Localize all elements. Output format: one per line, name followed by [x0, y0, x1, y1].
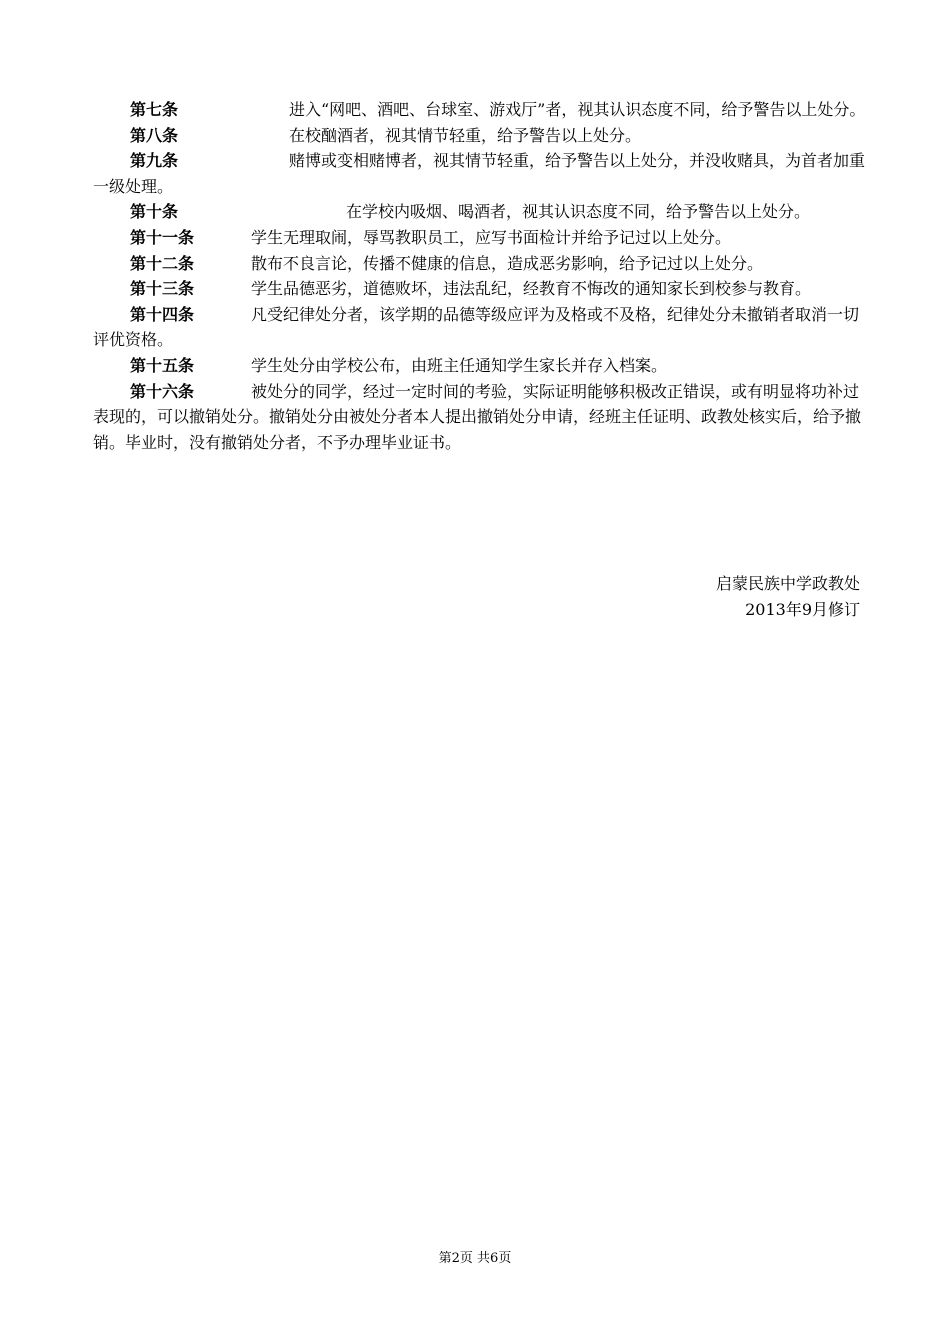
- page-number: 第2页 共6页: [438, 1251, 512, 1266]
- article-12: [93, 251, 871, 277]
- article-label: 第十三条: [130, 279, 195, 299]
- article-16: [93, 379, 871, 456]
- article-8: [93, 123, 871, 149]
- article-11: [93, 225, 871, 251]
- article-text: 在校酗酒者，视其情节轻重，给予警告以上处分。: [289, 125, 642, 145]
- article-label: 第十五条: [130, 355, 195, 375]
- article-text: 凡受纪律处分者，该学期的品德等级应评为及格或不及格，纪律处分未撤销者取消一切评优资格。: [93, 304, 860, 350]
- article-label: 第十四条: [130, 304, 195, 324]
- article-text: 进入“网吧、酒吧、台球室、游戏厅”者，视其认识态度不同，给予警告以上处分。: [289, 100, 866, 119]
- article-label: 第十条: [130, 202, 179, 222]
- article-13: [93, 276, 871, 302]
- articles-list: [93, 97, 871, 455]
- article-text: 赌博或变相赌博者，视其情节轻重，给予警告以上处分，并没收赌具，为首者加重一级处理。: [93, 151, 866, 196]
- article-label: 第七条: [130, 100, 179, 119]
- article-label: 第十六条: [130, 381, 195, 401]
- article-7: [93, 97, 871, 123]
- signature-date: 2013年9月修订: [745, 599, 860, 619]
- article-text: 学生无理取闹，辱骂教职员工，应写书面检计并给予记过以上处分。: [251, 227, 732, 247]
- article-10: [93, 199, 871, 225]
- page-footer: [0, 1247, 950, 1266]
- article-text: 散布不良言论，传播不健康的信息，造成恶劣影响，给予记过以上处分。: [251, 253, 764, 273]
- signature-org: 启蒙民族中学政教处: [715, 574, 860, 593]
- article-label: 第十二条: [130, 253, 195, 273]
- article-label: 第十一条: [130, 227, 195, 247]
- article-text: 在学校内吸烟、喝酒者，视其认识态度不同，给予警告以上处分。: [346, 202, 811, 222]
- article-label: 第八条: [130, 125, 179, 145]
- article-text: 学生处分由学校公布，由班主任通知学生家长并存入档案。: [251, 355, 668, 375]
- article-text: 被处分的同学，经过一定时间的考验，实际证明能够积极改正错误，或有明显将功补过表现的，可以撤销处分。撤销处分由被处分者本人提出撤销处分申请，经班主任证明、政教处核实后，给予撤销。毕业时，没有撤销处分者，不予办理毕业证书。: [93, 381, 862, 452]
- signature-block: [716, 571, 860, 622]
- article-label: 第九条: [130, 151, 179, 171]
- article-15: [93, 353, 871, 379]
- article-text: 学生品德恶劣，道德败坏，违法乱纪，经教育不悔改的通知家长到校参与教育。: [251, 279, 812, 299]
- article-14: [93, 302, 871, 353]
- article-9: [93, 148, 871, 199]
